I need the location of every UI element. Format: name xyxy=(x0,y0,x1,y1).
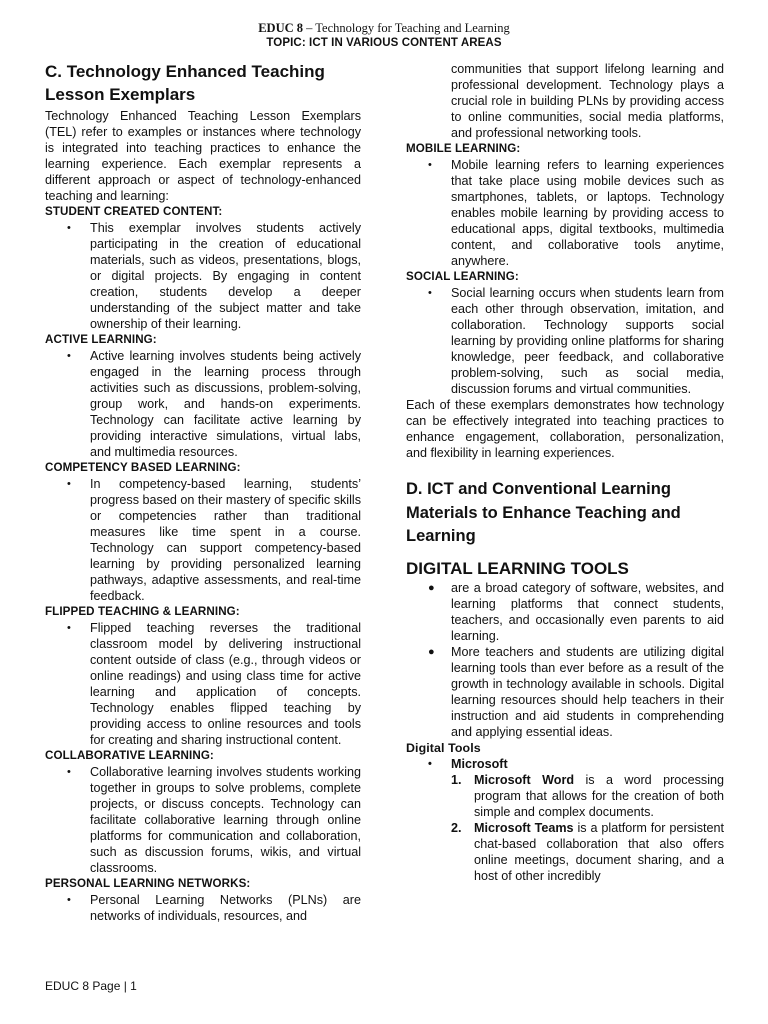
section-c-title-line1: C. Technology Enhanced Teaching xyxy=(45,62,325,81)
exemplar-label-mobile: MOBILE LEARNING: xyxy=(406,142,521,155)
page-footer: EDUC 8 Page | 1 xyxy=(45,979,137,993)
microsoft-list-item xyxy=(406,820,724,884)
section-d-title-line1: D. ICT and Conventional Learning xyxy=(406,480,671,498)
bullet-icon: ● xyxy=(428,645,435,658)
product-desc: is a word processing program that allows for the creation of both simple and complex documents. xyxy=(474,772,725,819)
microsoft-list-item xyxy=(406,772,724,820)
dlt-point xyxy=(406,580,724,644)
exemplar-text: Active learning involves students being actively engaged in the learning process through activities such as discussions, problem-solving, group work, and hands-on experiments. Technology can facilitate active learning by providing interactive simulations, virtual labs, and multimedia resources. xyxy=(90,349,361,459)
course-title: – Technology for Teaching and Learning xyxy=(303,21,510,35)
product-name: Microsoft Teams xyxy=(474,820,574,835)
bullet-icon: • xyxy=(428,757,432,770)
exemplar-label-social: SOCIAL LEARNING: xyxy=(406,270,519,283)
product-name: Microsoft Word xyxy=(474,772,575,787)
dlt-point-text: are a broad category of software, websites, and learning platforms that connect students, teachers, and occasionally even parents to aid learning. xyxy=(451,580,724,643)
list-number: 1. xyxy=(451,772,462,787)
exemplar-text: Collaborative learning involves students working together in groups to solve problems, complete projects, or discuss concepts. Technology can facilitate collaborative learning through online platforms for communication and collaboration, such as discussion forums, wikis, and virtual classrooms. xyxy=(90,765,361,875)
page-header xyxy=(0,21,768,51)
course-code: EDUC 8 xyxy=(258,21,304,35)
exemplar-label-pln: PERSONAL LEARNING NETWORKS: xyxy=(45,877,251,890)
microsoft-label: Microsoft xyxy=(451,756,508,771)
exemplar-text: Social learning occurs when students learn from each other through observation, imitation, and collaboration. Technology supports social learning by providing online platforms for sharing knowledge, peer feedback, and collaborative problem-solving, such as social media, discussion forums and virtual communities. xyxy=(451,286,724,396)
section-d-title xyxy=(406,478,724,549)
exemplar-item xyxy=(45,892,361,924)
section-c-intro: Technology Enhanced Teaching Lesson Exemplars (TEL) refer to examples or instances where technology is integrated into teaching practices to enhance the learning experience. Each exemplar represents a different approach or aspect of technology-enhanced teaching and learning: xyxy=(45,109,361,203)
course-line xyxy=(0,21,768,36)
exemplar-text: Personal Learning Networks (PLNs) are networks of individuals, resources, and xyxy=(90,893,361,923)
section-d-title-line3: Learning xyxy=(406,527,476,545)
exemplar-text: Flipped teaching reverses the traditional classroom model by delivering instructional content outside of class (e.g., through videos or online readings) and using class time for active learning and application of concepts. Technology enables flipped teaching by providing access to online resources and tools for creating and sharing instructional content. xyxy=(90,621,361,747)
digital-tools-label: Digital Tools xyxy=(406,740,481,755)
exemplar-item xyxy=(45,764,361,876)
pln-continued-text: communities that support lifelong learning and professional development. Technology plays a crucial role in building PLNs by providing access to online communities, social media platforms, and professional networking tools. xyxy=(451,62,724,140)
bullet-icon: • xyxy=(428,159,432,171)
exemplar-label-collaborative: COLLABORATIVE LEARNING: xyxy=(45,749,214,762)
product-desc: is a platform for persistent chat-based collaboration that also offers online meetings, document sharing, and a host of other incredibly xyxy=(474,820,725,883)
bullet-icon: • xyxy=(428,287,432,299)
exemplar-label-flipped: FLIPPED TEACHING & LEARNING: xyxy=(45,605,240,618)
microsoft-item xyxy=(406,756,724,772)
exemplar-text: In competency-based learning, students’ progress based on their mastery of specific skills or competencies rather than traditional measures like time spent in a course. Technology can support competency-based learning by providing personalized learning pathways, adaptive assessments, and real-time feedback. xyxy=(90,477,361,603)
dlt-point xyxy=(406,644,724,740)
topic-line: TOPIC: ICT IN VARIOUS CONTENT AREAS xyxy=(266,37,502,49)
exemplar-item xyxy=(45,476,361,604)
exemplar-label-competency: COMPETENCY BASED LEARNING: xyxy=(45,461,241,474)
digital-learning-tools-heading: DIGITAL LEARNING TOOLS xyxy=(406,558,629,578)
exemplar-label-student-created: STUDENT CREATED CONTENT: xyxy=(45,205,223,218)
dlt-point-text: More teachers and students are utilizing digital learning tools than ever before as a result of the growth in technology available in schools. Digital learning resources should help teachers in their instruction and aid students in comprehending and applying essential ideas. xyxy=(451,644,724,739)
list-number: 2. xyxy=(451,820,462,835)
bullet-icon: • xyxy=(67,478,71,490)
exemplar-text: This exemplar involves students actively participating in the creation of educational materials, such as videos, presentations, blogs, or digital projects. By engaging in content creation, students develop a deeper understanding of the subject matter and take ownership of their learning. xyxy=(90,221,361,331)
bullet-icon: • xyxy=(67,350,71,362)
exemplar-item xyxy=(45,348,361,460)
right-column xyxy=(406,61,724,884)
exemplar-item xyxy=(406,285,724,397)
section-d-title-line2: Materials to Enhance Teaching and xyxy=(406,503,681,522)
exemplar-item xyxy=(406,157,724,269)
left-column xyxy=(45,60,361,924)
bullet-icon: • xyxy=(67,766,71,778)
exemplar-label-active: ACTIVE LEARNING: xyxy=(45,333,157,346)
section-c-closing: Each of these exemplars demonstrates how technology can be effectively integrated into teaching practices to enhance engagement, collaboration, personalization, and flexibility in learning experiences. xyxy=(406,398,724,460)
exemplar-item xyxy=(45,620,361,748)
exemplar-text: Mobile learning refers to learning experiences that take place using mobile devices such as smartphones, tablets, or laptops. Technology enables mobile learning by providing access to educational apps, digital textbooks, multimedia content, and collaborative tools anytime, anywhere. xyxy=(451,158,724,268)
section-c-title xyxy=(45,60,361,106)
pln-continued xyxy=(406,61,724,141)
exemplar-item xyxy=(45,220,361,332)
section-c-title-line2: Lesson Exemplars xyxy=(45,85,196,104)
bullet-icon: • xyxy=(67,622,71,634)
bullet-icon: • xyxy=(67,222,71,234)
bullet-icon: • xyxy=(67,894,71,906)
bullet-icon: ● xyxy=(428,581,435,594)
